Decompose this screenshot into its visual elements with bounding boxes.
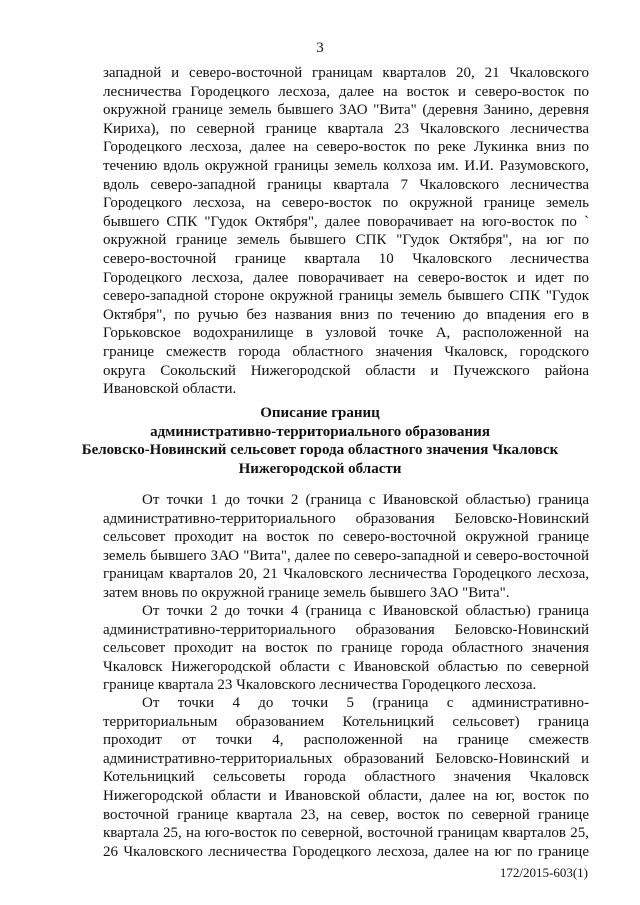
text-line: границе смежеств города областного значения Чкаловск, городского bbox=[103, 343, 589, 360]
text-line: окружной границе земель бывшего СПК "Гудок Октября", на юг по bbox=[103, 232, 589, 249]
text-line: сельсовет проходит на восток по северо-восточной окружной границе bbox=[103, 529, 589, 546]
text-line: округа Сокольский Нижегородской области и Пучежского района bbox=[103, 362, 589, 379]
text-line: Городецкого лесхоза, на северо-восток по окружной границе земель bbox=[103, 195, 589, 212]
text-line: северо-восточной границе квартала 10 Чкаловского лесничества bbox=[103, 250, 589, 267]
text-line: Кириха), по северной границе квартала 23 Чкаловского лесничества bbox=[103, 120, 589, 137]
text-line: Нижегородской области и Ивановской области, далее на юг, восток по bbox=[103, 787, 589, 804]
paragraph-1 bbox=[103, 491, 589, 603]
text-line: бывшего СПК "Гудок Октября", далее поворачивает на юго-восток по ` bbox=[103, 213, 589, 230]
text-line: Чкаловск Нижегородской области с Ивановской областью по северной bbox=[103, 658, 589, 675]
text-line: От точки 4 до точки 5 (граница с административно- bbox=[142, 695, 589, 711]
text-line: сельсовет проходит на восток по границе города областного значения bbox=[103, 640, 589, 657]
text-line: административно-территориального образования Беловско-Новинский bbox=[103, 621, 589, 638]
text-line: административно-территориального образования Беловско-Новинский bbox=[103, 510, 589, 527]
paragraph-2 bbox=[103, 602, 589, 695]
text-line: Городецкого лесхоза, далее поворачивает на северо-восток и идет по bbox=[103, 269, 589, 286]
text-line: границам кварталов 20, 21 Чкаловского лесничества Городецкого лесхоза, bbox=[103, 566, 589, 583]
text-line: Октября", по ручью без названия вниз по течению до впадения его в bbox=[103, 306, 589, 323]
text-line: От точки 1 до точки 2 (граница с Ивановской областью) граница bbox=[142, 492, 589, 508]
text-line: земель бывшего ЗАО "Вита", далее по северо-западной и северо-восточной bbox=[103, 547, 589, 564]
heading-line: Нижегородской области bbox=[238, 460, 402, 477]
text-line: территориальным образованием Котельницкий сельсовет) граница bbox=[103, 713, 589, 730]
text-line: затем вновь по окружной границе земель бывшего ЗАО "Вита". bbox=[103, 584, 510, 601]
text-line: От точки 2 до точки 4 (граница с Ивановской областью) граница bbox=[142, 603, 589, 619]
text-line: квартала 25, на юго-восток по северной, восточной границам кварталов 25, bbox=[103, 825, 589, 842]
text-line: восточной границе квартала 23, на север, восток по северной границе bbox=[103, 806, 589, 823]
text-line: окружной границе земель бывшего ЗАО "Вита" (деревня Занино, деревня bbox=[103, 102, 589, 119]
text-line: Горьковское водохранилище в узловой точке А, расположенной на bbox=[103, 325, 589, 342]
text-line: вдоль северо-западной границы квартала 7 Чкаловского лесничества bbox=[103, 176, 589, 193]
text-line: 26 Чкаловского лесничества Городецкого лесхоза, далее на юг по границе bbox=[103, 843, 589, 860]
text-line: Котельницкий сельсоветы города областного значения Чкаловск bbox=[103, 769, 589, 786]
page-number: 3 bbox=[316, 40, 324, 56]
text-line: северо-западной стороне окружной границы земель бывшего СПК "Гудок bbox=[103, 288, 589, 305]
text-line: лесничества Городецкого лесхоза, далее на восток и северо-восток по bbox=[103, 83, 589, 100]
text-line: границе квартала 23 Чкаловского лесничества Городецкого лесхоза. bbox=[103, 677, 537, 694]
heading-line: административно-территориального образования bbox=[150, 423, 490, 440]
text-line: западной и северо-восточной границам кварталов 20, 21 Чкаловского bbox=[103, 65, 589, 81]
heading-line: Описание границ bbox=[260, 405, 380, 421]
document-code: 172/2015-603(1) bbox=[499, 865, 588, 880]
text-line: Ивановской области. bbox=[103, 381, 237, 398]
heading-line: Беловско-Новинский сельсовет города областного значения Чкаловск bbox=[81, 442, 559, 459]
text-line: административно-территориальных образований Беловско-Новинский и bbox=[103, 750, 589, 767]
section-heading bbox=[0, 404, 640, 478]
text-line: течению вдоль окружной границы земель колхоза им. И.И. Разумовского, bbox=[103, 157, 589, 174]
paragraph-3 bbox=[103, 694, 589, 861]
intro-paragraph bbox=[103, 64, 589, 399]
text-line: Городецкого лесхоза, далее на северо-восток по реке Лукинка вниз по bbox=[103, 139, 589, 156]
text-line: проходит от точки 4, расположенной на границе смежеств bbox=[103, 732, 589, 749]
